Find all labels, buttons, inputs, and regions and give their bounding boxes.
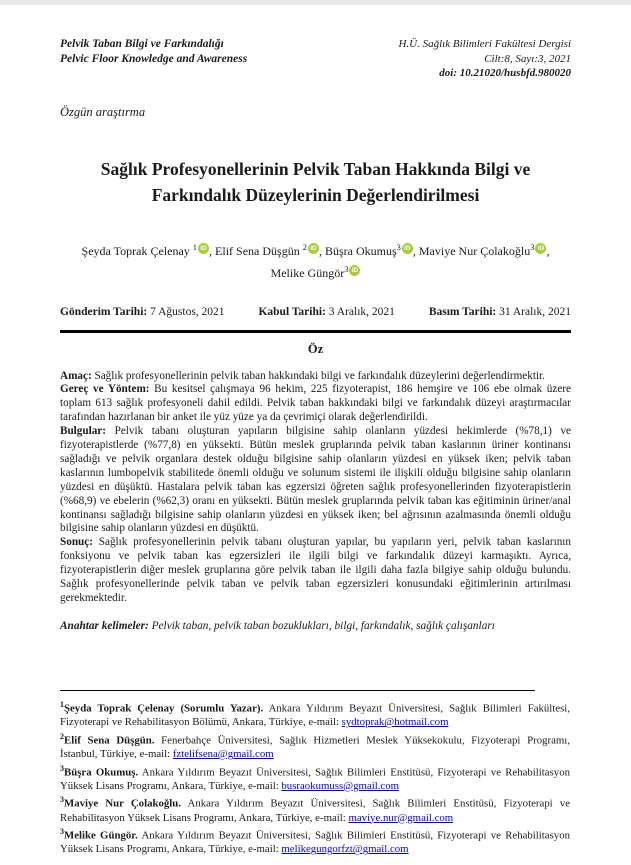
date-accepted xyxy=(258,306,394,318)
running-title-tr: Pelvik Taban Bilgi ve Farkındalığı xyxy=(60,38,224,50)
email-link[interactable]: maviye.nur@gmail.com xyxy=(348,811,454,824)
keywords xyxy=(60,620,571,632)
author-affiliation-sup: 3 xyxy=(396,241,401,252)
author-name: Elif Sena Düşgün xyxy=(215,243,303,258)
section-text: Sağlık profesyonellerinin pelvik taban hakkındaki bilgi ve farkındalık düzeylerini değerlendirmektir. xyxy=(91,369,545,382)
author-affiliation-sup: 1 xyxy=(192,241,198,252)
abstract-section-gerec xyxy=(60,383,571,425)
running-title-en: Pelvic Floor Knowledge and Awareness xyxy=(60,53,248,65)
author-line-2 xyxy=(60,260,571,282)
section-text: Pelvik tabanı oluşturan yapıların bilgisine sahip olanların yüzdesi hekimlerde (%78,1) ve fizyoterapistlerde (%77,8) en yüksekti. Bütün meslek gruplarında pelvik taban kaslarının üriner kontinansı sağladığı ve pelvik organlara destek olduğu bilgisine sahip olanların yüzdesi en yüksek iken; pelvik taban kaslarının lumbopelvik stabilitede önemli olduğu ve solunum sistemi ile ilişkili olduğu bilgisine sahip olanların yüzdesi en düşüktü. Hastalara pelvik taban kas egzersizi öğreten sağlık profesyonellerinden fizyoterapistlerin (%68,9) ve ebelerin (%62,3) oranı en yüksekti. Bütün meslek gruplarında pelvik taban kas eğitiminin üriner/anal kontinansı sağladığı bilgisine sahip olanların yüzdesi en yüksek iken; bel ağrısının azalmasında önemli olduğu bilgisine sahip olanların yüzdesi en düşüktü. xyxy=(60,425,571,535)
footnote-sup: 1 xyxy=(60,700,64,709)
orcid-icon[interactable]: iD xyxy=(535,243,546,254)
journal-name: H.Ü. Sağlık Bilimleri Fakültesi Dergisi xyxy=(398,38,571,50)
author-name: Maviye Nur Çolakoğlu xyxy=(418,243,531,258)
footnote-author: Şeyda Toprak Çelenay (Sorumlu Yazar). xyxy=(64,702,264,715)
author-affiliation-sup: 3 xyxy=(530,241,535,252)
section-label: Amaç: xyxy=(60,369,92,382)
date-label: Gönderim Tarihi: xyxy=(60,305,148,318)
footnote xyxy=(60,762,570,794)
section-label: Gereç ve Yöntem: xyxy=(60,383,150,396)
date-label: Kabul Tarihi: xyxy=(258,305,326,318)
orcid-icon[interactable]: iD xyxy=(402,243,413,254)
footnote-author: Maviye Nur Çolakoğlu. xyxy=(64,797,181,810)
author-name: Melike Güngör xyxy=(270,265,345,280)
abstract-section-amac xyxy=(60,370,571,384)
footnote-author: Elif Sena Düşgün. xyxy=(64,734,155,747)
orcid-icon[interactable]: iD xyxy=(198,243,209,254)
abstract-body xyxy=(60,370,571,606)
footnote xyxy=(60,730,570,762)
date-submitted xyxy=(60,306,225,318)
author-affiliation-sup: 2 xyxy=(302,241,307,252)
author-separator: , xyxy=(546,243,550,258)
footnote-sup: 2 xyxy=(60,731,64,741)
email-link[interactable]: melikegungorfzt@gmail.com xyxy=(281,843,409,856)
issue-info: Cilt:8, Sayı:3, 2021 xyxy=(484,52,571,65)
email-link[interactable]: fztelifsena@gmail.com xyxy=(172,747,274,760)
top-edge-strip xyxy=(0,0,631,5)
footnote-affiliation: Ankara Yıldırım Beyazıt Üniversitesi, Sağlık Bilimleri Enstitüsü, Fizyoterapi ve Rehabilitasyon Yüksek Lisans Programı, Ankara, Türkiye, e-mail: xyxy=(60,766,570,792)
page-title: Sağlık Profesyonellerinin Pelvik Taban Hakkında Bilgi ve Farkındalık Düzeylerinin Değerlendirilmesi xyxy=(100,158,531,205)
footnote-affiliation: Ankara Yıldırım Beyazıt Üniversitesi, Sağlık Bilimleri Enstitüsü, Fizyoterapi ve Rehabilitasyon Yüksek Lisans Programı, Ankara, Türkiye, e-mail: xyxy=(60,797,570,824)
section-text: Bu kesitsel çalışmaya 96 hekim, 225 fizyoterapist, 186 hemşire ve 106 ebe olmak üzere toplam 613 sağlık profesyoneli dahil edildi. Pelvik taban hakkındaki bilgi ve farkındalık düzeyi araştırmacılar tarafından hazırlanan bir anket ile yüz yüze ya da çevrimiçi olarak değerlendirildi. xyxy=(60,383,571,424)
author-name: Şeyda Toprak Çelenay xyxy=(81,243,193,258)
footnote-affiliation: Ankara Yıldırım Beyazıt Üniversitesi, Sağlık Bilimleri Fakültesi, Fizyoterapi ve Rehabilitasyon Bölümü, Ankara, Türkiye, e-mail: xyxy=(60,702,570,729)
author-separator: , xyxy=(412,243,419,258)
abstract-section-bulgular xyxy=(60,425,571,536)
date-value: 7 Ağustos, 2021 xyxy=(147,305,225,318)
keywords-label: Anahtar kelimeler: xyxy=(60,619,149,632)
footnotes xyxy=(60,698,570,857)
orcid-icon[interactable]: iD xyxy=(308,243,319,254)
abstract-heading: Öz xyxy=(307,341,324,356)
doi: doi: 10.21020/husbfd.980020 xyxy=(439,67,571,79)
abstract-divider xyxy=(60,330,571,333)
author-affiliation-sup: 3 xyxy=(344,263,349,274)
email-link[interactable]: busraokumuss@gmail.com xyxy=(281,779,399,792)
dates-row xyxy=(60,306,571,318)
footnote-sup: 3 xyxy=(60,827,64,837)
footnote xyxy=(60,825,570,857)
section-label: Bulgular: xyxy=(60,425,107,438)
author-name: Büşra Okumuş xyxy=(324,243,397,258)
running-title xyxy=(60,37,247,81)
footnote-author: Büşra Okumuş. xyxy=(64,766,139,779)
footnote xyxy=(60,793,570,825)
email-link[interactable]: sydtoprak@hotmail.com xyxy=(341,716,449,729)
date-value: 3 Aralık, 2021 xyxy=(325,305,395,318)
footnote-sup: 3 xyxy=(60,795,64,805)
date-published xyxy=(429,306,571,318)
abstract-section-sonuc xyxy=(60,536,571,606)
section-text: Sağlık profesyonellerinin pelvik tabanı oluşturan yapılar, bu yapıların yeri, pelvik taban kaslarının fonksiyonu ve pelvik taban kas egzersizleri ile ilgili bilgi ve farkındalık düzeyi karmaşıktı. Ayrıca, fizyoterapistlerin diğer meslek gruplarına göre pelvik taban ile ilgili daha fazla bilgiye sahip olduğu bulundu. Sağlık profesyonellerinde pelvik taban ve pelvik taban egzersizleri konusundaki eğitimlerinin artırılması gerekmektedir. xyxy=(60,536,571,604)
author-separator: , xyxy=(209,243,216,258)
footnote-divider xyxy=(60,690,535,691)
orcid-icon[interactable]: iD xyxy=(349,265,360,276)
page-content xyxy=(0,37,631,632)
article-type: Özgün araştırma xyxy=(60,104,146,119)
keywords-text: Pelvik taban, pelvik taban bozuklukları, bilgi, farkındalık, sağlık çalışanları xyxy=(148,619,495,632)
footnote-affiliation: Fenerbahçe Üniversitesi, Sağlık Hizmetleri Meslek Yüksekokulu, Fizyoterapi Programı, İstanbul, Türkiye, e-mail: xyxy=(60,734,570,760)
journal-header xyxy=(60,37,571,81)
date-label: Basım Tarihi: xyxy=(428,305,497,318)
footnote-author: Melike Güngör. xyxy=(64,829,138,842)
author-line-1 xyxy=(60,238,571,260)
author-separator: , xyxy=(318,243,325,258)
journal-info xyxy=(398,37,571,81)
date-value: 31 Aralık, 2021 xyxy=(496,305,571,318)
footnote xyxy=(60,698,570,730)
section-label: Sonuç: xyxy=(60,536,93,549)
footnote-sup: 3 xyxy=(60,763,64,773)
footnote-area xyxy=(60,690,570,857)
footnote-affiliation: Ankara Yıldırım Beyazıt Üniversitesi, Sağlık Bilimleri Enstitüsü, Fizyoterapi ve Rehabilitasyon Yüksek Lisans Programı, Ankara, Türkiye, e-mail: xyxy=(60,829,570,856)
author-list xyxy=(60,238,571,282)
